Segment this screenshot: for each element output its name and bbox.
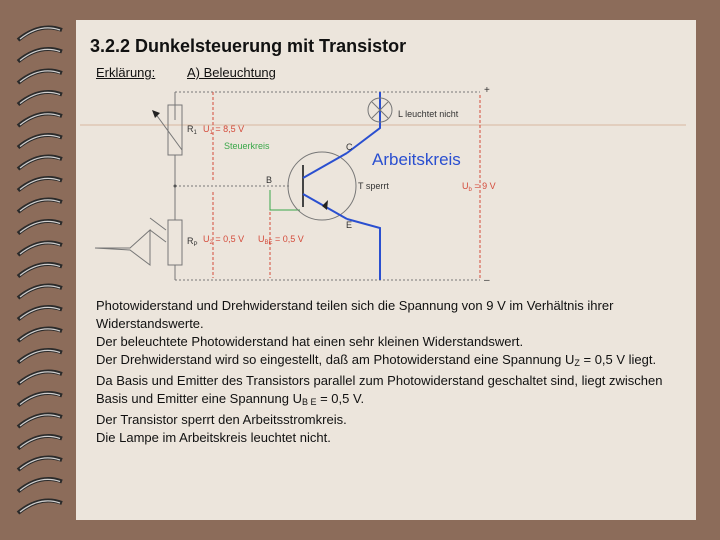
potentiometer-arrowhead: [152, 110, 160, 118]
transistor-label: T sperrt: [358, 181, 389, 191]
text-line-5: Der Transistor sperrt den Arbeitsstromkreis.: [96, 412, 347, 427]
ub-label: $U_b = 9$ V: [462, 181, 496, 193]
u1-label: $U_1 = 8,5$ V: [203, 124, 245, 136]
minus-sign: –: [484, 275, 490, 286]
plus-sign: +: [484, 85, 490, 96]
emitter-label: E: [346, 220, 353, 230]
ube-label: $U_{BE} = 0,5$ V: [258, 234, 304, 246]
light-arrow-2: [150, 230, 166, 242]
steuerkreis-label: Steuerkreis: [224, 141, 270, 151]
transistor-body: [288, 152, 356, 220]
node-base: [174, 185, 177, 188]
photoresistor-r2: [168, 220, 182, 265]
base-label: B: [266, 175, 273, 185]
explanation-text: [96, 297, 686, 447]
collector-label: C: [346, 142, 353, 152]
text-line-4: Da Basis und Emitter des Transistors parallel zum Photowiderstand geschaltet sind, liegt zwischen Basis und Emitter eine Spannung $U_{B E} = 0,5$ V.: [96, 373, 663, 407]
arbeitskreis-label: Arbeitskreis: [372, 150, 461, 169]
r2-label: $R_P$: [187, 236, 198, 248]
light-source: [95, 230, 150, 265]
transistor-collector-lead: [303, 153, 347, 178]
r1-label: $R_1$: [187, 124, 197, 136]
lamp-label: L leuchtet nicht: [398, 109, 459, 119]
label-erklaerung: Erklärung:: [96, 65, 156, 80]
text-line-6: Die Lampe im Arbeitskreis leuchtet nicht.: [96, 430, 331, 445]
text-line-3: Der Drehwiderstand wird so eingestellt, daß am Photowiderstand eine Spannung $U_Z = 0,5$ V liegt.: [96, 352, 657, 368]
text-line-2: Der beleuchtete Photowiderstand hat einen sehr kleinen Widerstandswert.: [96, 334, 524, 349]
light-arrow-1: [150, 218, 166, 230]
text-line-1: Photowiderstand und Drehwiderstand teilen sich die Spannung von 9 V im Verhältnis ihrer Widerstandswerte.: [96, 298, 614, 331]
slide-title: 3.2.2 Dunkelsteuerung mit Transistor: [90, 36, 407, 56]
label-section: A) Beleuchtung: [187, 65, 276, 80]
u2-label: $U_2 = 0,5$ V: [203, 234, 245, 246]
